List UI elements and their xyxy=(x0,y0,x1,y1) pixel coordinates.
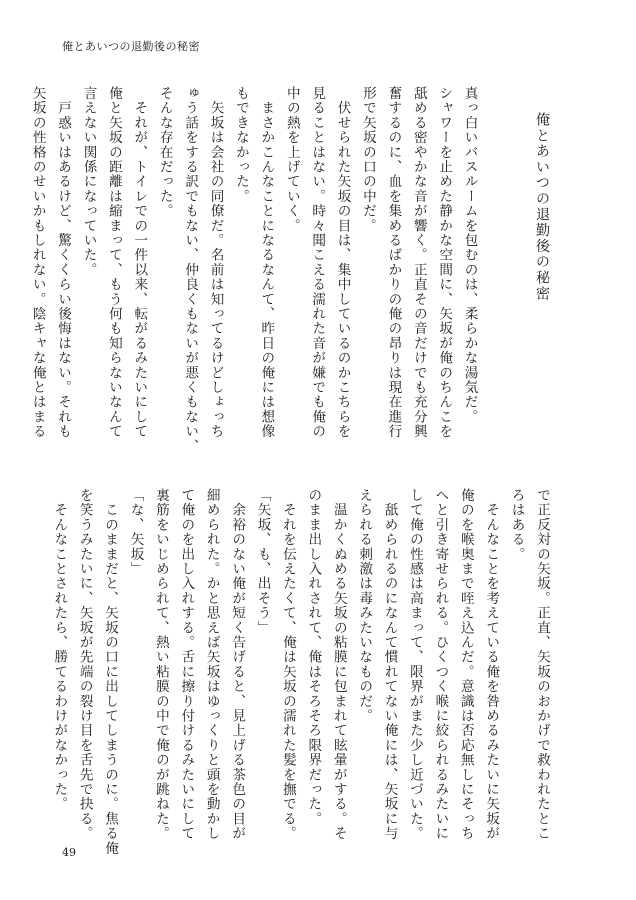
text-line: 中の熱を上げていく。 xyxy=(283,86,300,233)
chapter-title: 俺とあいつの退勤後の秘密 xyxy=(534,112,550,302)
text-line: そんな存在だった。 xyxy=(156,86,173,219)
text-line: それを伝えたくて、俺は矢坂の濡れた髪を撫でる。 xyxy=(279,488,296,841)
text-line: えられる刺激は毒みたいなものだ。 xyxy=(356,488,373,724)
text-line: 細められた。かと思えば矢坂はゆっくりと頭を動かし xyxy=(203,488,220,841)
text-line: 「矢坂、も、出そう」 xyxy=(254,488,271,635)
text-line: て俺のを出し入れする。舌に擦り付けるみたいにして xyxy=(178,488,195,841)
text-line: 矢坂の性格のせいかもしれない。陰キャな俺とはまる xyxy=(29,86,46,439)
text-line: 余裕のない俺が短く告げると、見上げる茶色の目が xyxy=(229,488,246,841)
text-line: それが、トイレでの一件以来、転がるみたいにして xyxy=(131,86,148,439)
text-line: ろはある。 xyxy=(508,488,525,562)
running-head: 俺とあいつの退勤後の秘密 xyxy=(62,40,200,53)
text-line: ゅう話をする訳でもない、仲良くもないが悪くもない、 xyxy=(182,86,199,454)
text-line: 矢坂は会社の同僚だ。名前は知ってるけどしょっち xyxy=(207,86,224,439)
text-line: 舐められるのになんて慣れてない俺には、矢坂に与 xyxy=(381,488,398,841)
text-line: 奮するのに、血を集めるばかりの俺の昂りは現在進行 xyxy=(385,86,402,439)
text-line: 見ることはない。時々聞こえる濡れた音が嫌でも俺の xyxy=(309,86,326,439)
text-line: を笑うみたいに、矢坂が先端の裂け目を舌先で抉る。 xyxy=(76,488,93,841)
text-line: 俺のを喉奥まで咥え込んだ。意識は否応無しにそっち xyxy=(457,488,474,841)
text-line: まさかこんなことになるなんて、昨日の俺には想像 xyxy=(258,86,275,439)
text-line: 真っ白いバスルームを包むのは、柔らかな湯気だ。 xyxy=(461,86,478,425)
page-number: 49 xyxy=(62,846,76,859)
text-line: このままだと、矢坂の口に出してしまうのに。焦る俺 xyxy=(102,488,119,856)
text-line: そんなことを考えている俺を咎めるみたいに矢坂が xyxy=(483,488,500,841)
text-line: そんなことされたら、勝てるわけがなかった。 xyxy=(51,488,68,812)
text-line: 形で矢坂の口の中だ。 xyxy=(359,86,376,233)
text-line: シャワーを止めた静かな空間に、矢坂が俺のちんこを xyxy=(436,86,453,439)
text-line: 俺と矢坂の距離は縮まって、もう何も知らないなんて xyxy=(105,86,122,439)
text-line: 「な、矢坂」 xyxy=(127,488,144,577)
text-line: 言えない関係になっていた。 xyxy=(80,86,97,278)
top-text-block xyxy=(24,86,554,454)
title-gap xyxy=(482,86,507,411)
text-line: 伏せられた矢坂の目は、集中しているのかこちらを xyxy=(334,86,351,439)
text-line: 裏筋をいじめられて、熱い粘膜の中で俺のが跳ねた。 xyxy=(152,488,169,841)
text-line: のまま出し入れされて、俺はそろそろ限界だった。 xyxy=(305,488,322,827)
text-line: で正反対の矢坂。正直、矢坂のおかげで救われたとこ xyxy=(534,488,550,841)
text-line: して俺の性感は高まって、限界がまた少し近づいた。 xyxy=(406,488,423,841)
text-line: 温かくぬめる矢坂の粘膜に包まれて眩暈がする。そ xyxy=(330,488,347,841)
text-line: 戸惑いはあるけど、驚くくらい後悔はない。それも xyxy=(55,86,72,439)
text-line: へと引き寄せられる。ひくつく喉に絞られるみたいに xyxy=(432,488,449,841)
text-line: もできなかった。 xyxy=(232,86,249,204)
text-line: 舐める密やかな音が響く。正直その音だけでも充分興 xyxy=(410,86,427,439)
